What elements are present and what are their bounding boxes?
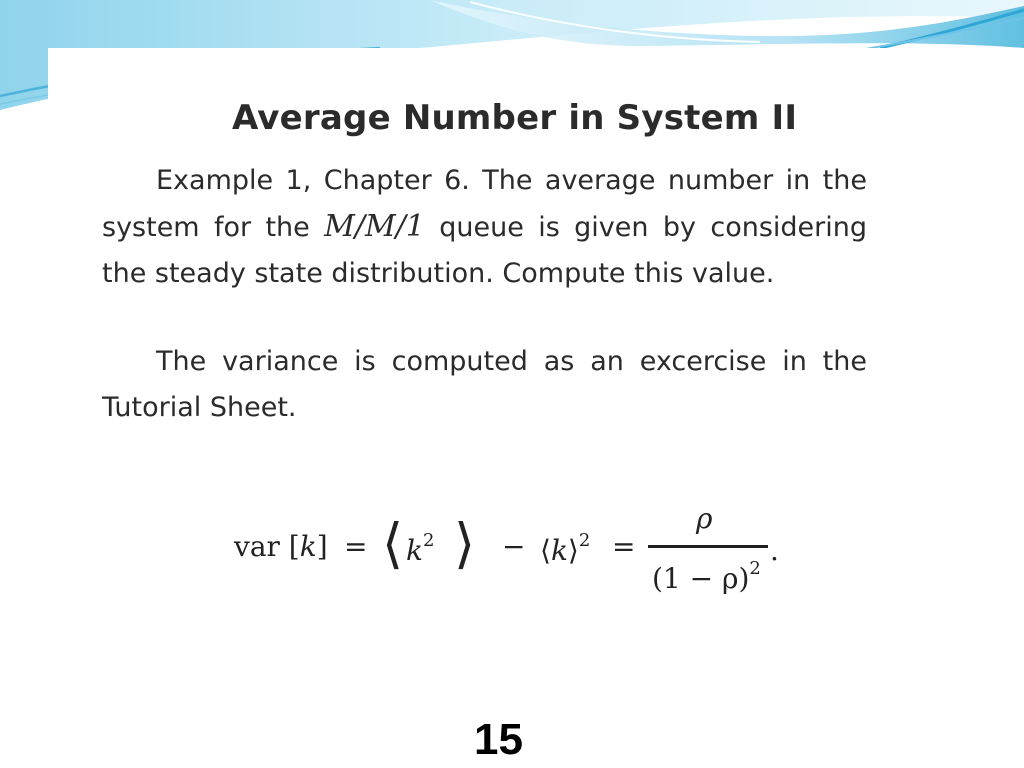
formula-equals-1: = [344,530,368,563]
content-panel [48,48,960,686]
formula-minus: − [502,530,526,563]
queue-notation: M/M/1 [324,209,425,244]
k-mean-squared-term: ⟨k⟩$^2$ [540,530,591,567]
paragraph-example-tail: queue is given by considering the steady state distribution. Compute this value. [102,212,867,289]
formula-period: . [770,534,779,567]
k-squared-term: $k^2$ [406,530,435,567]
fraction-numerator: ρ [696,502,713,535]
paragraph-example-lead: Example 1, Chapter 6. The average number in the system for the [102,165,867,243]
fraction-bar [648,545,768,548]
formula-lhs: var [k] [234,530,328,563]
slide-title: Average Number in System II [232,98,798,138]
right-angle-bracket: ⟩ [454,512,476,575]
paragraph-example [102,158,867,297]
fraction-denominator: $(1 - \rho)^2$ [652,558,761,595]
paragraph-variance: The variance is computed as an excercise in the Tutorial Sheet. [102,346,867,423]
page-number: 15 [474,715,523,764]
left-angle-bracket: ⟨ [382,512,404,575]
formula-equals-2: = [612,530,636,563]
